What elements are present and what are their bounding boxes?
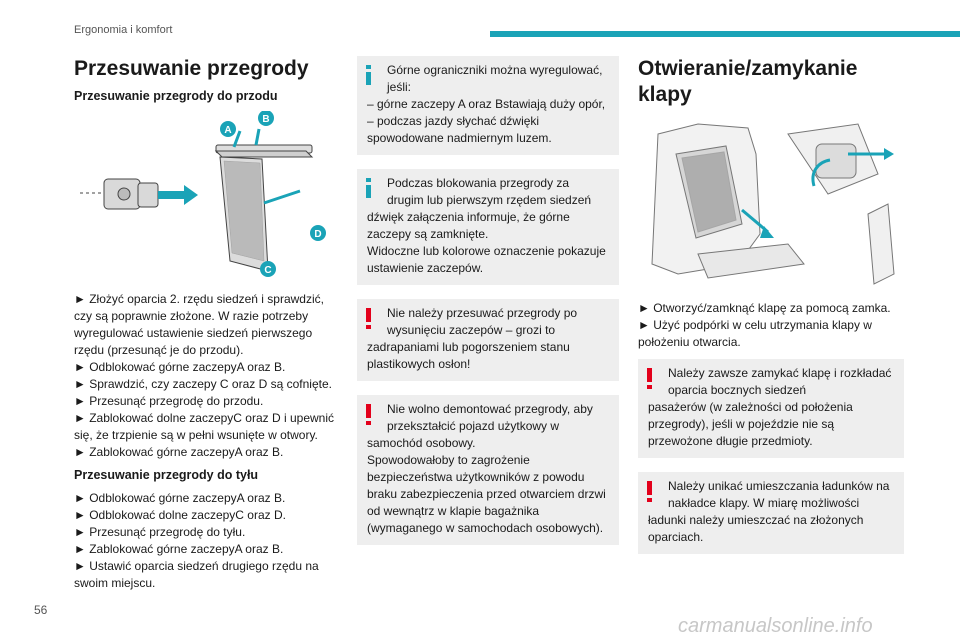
- box-line: – górne zaczepy A oraz Bstawiają duży opór,: [367, 97, 606, 111]
- warning-icon: [365, 308, 372, 330]
- subsection-title-front: Przesuwanie przegrody do przodu: [74, 89, 278, 103]
- info-icon: [366, 178, 371, 198]
- label-c: C: [264, 265, 272, 276]
- step: ► Zablokować dolne zaczepyC oraz D i upewnić się, że trzpienie są w pełni wsunięte w otwory.: [74, 411, 334, 442]
- label-d: D: [314, 229, 322, 240]
- box-lead: Należy unikać umieszczania ładunków na nakładce klapy. W miarę możliwości: [668, 479, 890, 510]
- box-line: zadrapaniami lub pogorszeniem stanu plastikowych osłon!: [367, 340, 570, 371]
- box-lead: Podczas blokowania przegrody za drugim lub pierwszym rzędem siedzeń: [387, 176, 592, 207]
- warning-box: [357, 299, 619, 381]
- box-line: samochód osobowy.: [367, 436, 476, 450]
- box-line: – podczas jazdy słychać dźwięki spowodowane nadmiernym luzem.: [367, 114, 552, 145]
- box-lead: Nie należy przesuwać przegrody po wysunięciu zaczepów – grozi to: [387, 306, 578, 337]
- box-lead: Należy zawsze zamykać klapę i rozkładać oparcia bocznych siedzeń: [668, 366, 892, 397]
- box-lead: Nie wolno demontować przegrody, aby przekształcić pojazd użytkowy w: [387, 402, 593, 433]
- warning-box: [638, 472, 904, 554]
- subsection-title-back: Przesuwanie przegrody do tyłu: [74, 468, 259, 482]
- warning-icon: [646, 368, 653, 390]
- back-steps: [74, 490, 342, 592]
- header-accent-bar: [490, 31, 960, 37]
- warning-icon: [365, 404, 372, 426]
- warning-icon: [646, 481, 653, 503]
- partition-latch-illustration: [74, 111, 336, 281]
- box-line: Widoczne lub kolorowe oznaczenie pokazuje ustawienie zaczepów.: [367, 244, 606, 275]
- step: ► Użyć podpórki w celu utrzymania klapy w położeniu otwarcia.: [638, 318, 872, 349]
- step: ► Złożyć oparcia 2. rzędu siedzeń i sprawdzić, czy są poprawnie złożone. W razie potrzeby wyregulować ustawienie siedzeń pierwszego rzędu (przesunąć je do przodu).: [74, 292, 324, 357]
- info-icon: [366, 65, 371, 85]
- step: ► Przesunąć przegrodę do przodu.: [74, 394, 264, 408]
- label-b: B: [262, 114, 270, 125]
- flap-illustration: [638, 114, 900, 290]
- label-a: A: [224, 125, 232, 136]
- watermark: carmanualsonline.info: [678, 615, 873, 637]
- step: ► Otworzyć/zamknąć klapę za pomocą zamka.: [638, 301, 891, 315]
- section-title: Przesuwanie przegrody: [74, 57, 309, 80]
- step: ► Odblokować górne zaczepyA oraz B.: [74, 360, 286, 374]
- warning-box: [357, 395, 619, 545]
- info-box: [357, 169, 619, 285]
- flap-steps: [638, 300, 904, 351]
- box-line: Spowodowałoby to zagrożenie bezpieczeństwa użytkowników z powodu braku zabezpieczenia przed otwarciem drzwi od wewnątrz w klapie bagażnika (wymaganego w samochodach osobowych).: [367, 453, 606, 535]
- step: ► Zablokować górne zaczepyA oraz B.: [74, 445, 284, 459]
- section-title: Otwieranie/zamykanie klapy: [638, 57, 858, 106]
- column-middle: [357, 56, 619, 559]
- column-left: [74, 56, 342, 592]
- info-box: [357, 56, 619, 155]
- front-steps: [74, 291, 342, 461]
- step: ► Zablokować górne zaczepyA oraz B.: [74, 542, 284, 556]
- box-line: pasażerów (w zależności od położenia przegrody), jeśli w pojeździe nie są przewożone długie przedmioty.: [648, 400, 853, 448]
- box-lead: Górne ograniczniki można wyregulować, jeśli:: [387, 63, 603, 94]
- running-header: Ergonomia i komfort: [74, 24, 173, 36]
- step: ► Odblokować dolne zaczepyC oraz D.: [74, 508, 286, 522]
- step: ► Odblokować górne zaczepyA oraz B.: [74, 491, 286, 505]
- warning-box: [638, 359, 904, 458]
- step: ► Sprawdzić, czy zaczepy C oraz D są cofnięte.: [74, 377, 332, 391]
- box-line: ładunki należy umieszczać na złożonych oparciach.: [648, 513, 864, 544]
- box-line: dźwięk załączenia informuje, że górne zaczepy są zamknięte.: [367, 210, 570, 241]
- step: ► Przesunąć przegrodę do tyłu.: [74, 525, 246, 539]
- page-number: 56: [34, 603, 48, 617]
- column-right: [638, 56, 904, 568]
- step: ► Ustawić oparcia siedzeń drugiego rzędu na swoim miejscu.: [74, 559, 319, 590]
